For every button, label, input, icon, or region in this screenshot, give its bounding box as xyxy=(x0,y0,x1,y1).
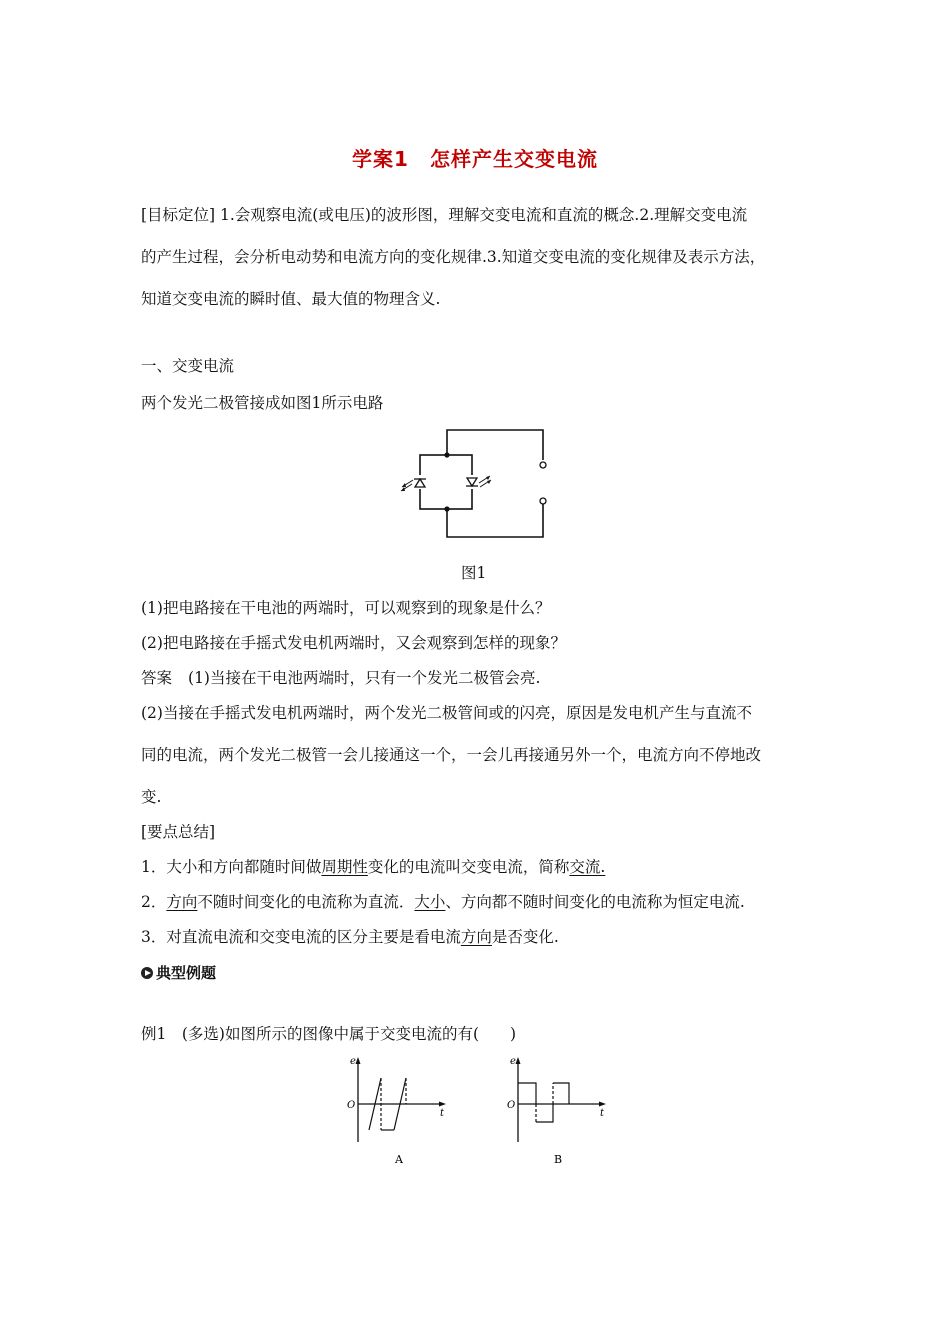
goals-line-3: 知道交变电流的瞬时值、最大值的物理含义. xyxy=(141,290,441,308)
blank-direction-2: 方向 xyxy=(460,928,492,946)
graph-a-origin: O xyxy=(347,1100,356,1111)
graph-b-y-label: e xyxy=(510,1056,516,1067)
example-1: 例1 (多选)如图所示的图像中属于交变电流的有( ) xyxy=(141,1025,517,1043)
answer-2-line-1: (2)当接在手摇式发电机两端时，两个发光二极管间或的闪亮，原因是发电机产生与直流不 xyxy=(141,704,752,722)
answer-1-line xyxy=(141,668,540,688)
blank-magnitude: 大小 xyxy=(414,893,446,911)
figure-caption: 图1 xyxy=(461,564,487,582)
graph-b-label: B xyxy=(554,1153,563,1166)
summary-heading: [要点总结] xyxy=(141,823,216,841)
graph-b xyxy=(500,1052,620,1172)
play-icon xyxy=(141,967,153,979)
answer-label: 答案 xyxy=(141,669,173,687)
graph-a xyxy=(340,1052,460,1172)
answer-2-line-2: 同的电流，两个发光二极管一会儿接通这一个，一会儿再接通另外一个，电流方向不停地改 xyxy=(141,746,762,764)
summary-item-3: 3．对直流电流和交变电流的区分主要是看电流方向是否变化. xyxy=(141,928,559,946)
question-2: (2)把电路接在手摇式发电机两端时，又会观察到怎样的现象？ xyxy=(141,634,566,652)
section-heading: 一、交变电流 xyxy=(141,357,235,375)
answer-1: (1)当接在干电池两端时，只有一个发光二极管会亮. xyxy=(188,669,541,687)
blank-direction: 方向 xyxy=(166,893,198,911)
circuit-diagram xyxy=(390,425,560,543)
question-1: (1)把电路接在干电池的两端时，可以观察到的现象是什么？ xyxy=(141,599,551,617)
section-intro: 两个发光二极管接成如图1所示电路 xyxy=(141,394,384,412)
summary-item-2: 2．方向不随时间变化的电流称为直流．大小、方向都不随时间变化的电流称为恒定电流. xyxy=(141,893,745,911)
answer-2-line-3: 变. xyxy=(141,788,162,806)
goals-line-1: [目标定位] 1.会观察电流(或电压)的波形图，理解交变电流和直流的概念.2.理解交变电流 xyxy=(141,206,748,224)
blank-ac: 交流. xyxy=(569,858,606,876)
page-title: 学案1 怎样产生交变电流 xyxy=(352,147,598,171)
graph-b-x-label: t xyxy=(600,1108,605,1119)
graph-a-y-label: e xyxy=(350,1056,356,1067)
goals-line-2: 的产生过程，会分析电动势和电流方向的变化规律.3.知道交变电流的变化规律及表示方法， xyxy=(141,248,766,266)
left-diode-icon xyxy=(401,475,426,491)
examples-heading: 典型例题 xyxy=(141,962,216,983)
right-diode-icon xyxy=(466,475,491,489)
summary-item-1: 1．大小和方向都随时间做周期性变化的电流叫交变电流，简称交流. xyxy=(141,858,606,876)
graph-a-label: A xyxy=(395,1153,403,1166)
graph-a-x-label: t xyxy=(440,1108,445,1119)
blank-periodic: 周期性 xyxy=(321,858,368,876)
graph-b-origin: O xyxy=(507,1100,516,1111)
